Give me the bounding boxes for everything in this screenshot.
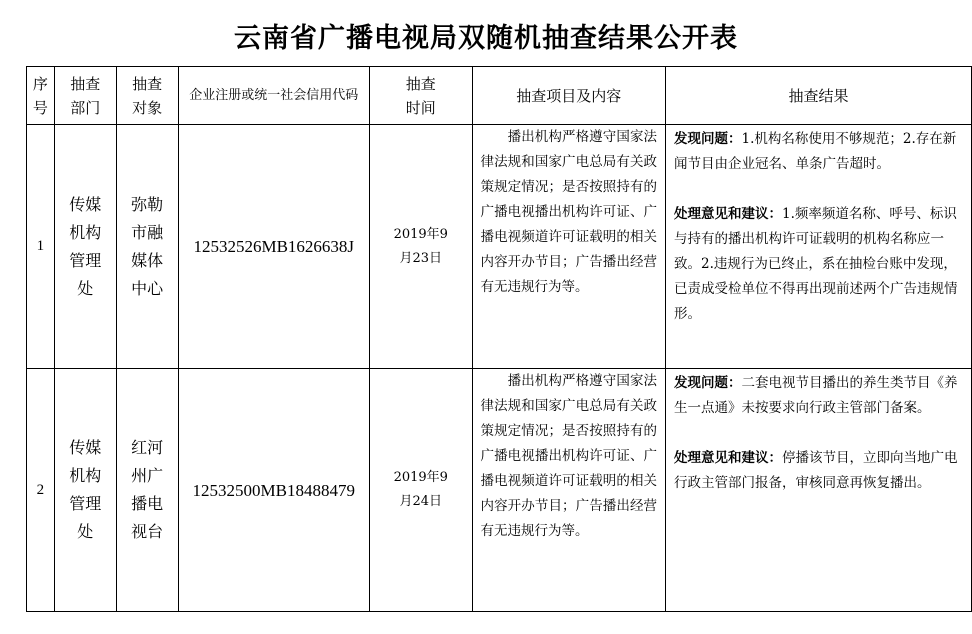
advice-text: 停播该节目，立即向当地广电行政主管部门报备，审核同意再恢复播出。	[674, 450, 958, 491]
header-target: 抽查对象	[116, 67, 178, 125]
cell-content	[472, 369, 666, 612]
problem-block	[674, 127, 965, 177]
problem-label: 发现问题：	[674, 375, 742, 391]
header-content: 抽查项目及内容	[472, 67, 666, 125]
cell-seq: 1	[27, 125, 55, 369]
advice-text: 1.频率频道名称、呼号、标识与持有的播出机构许可证载明的机构名称应一致。2.违规行为已终止，系在抽检台账中发现，已责成受检单位不得再出现前述两个广告违规情形。	[674, 206, 958, 322]
cell-seq: 2	[27, 369, 55, 612]
cell-time: 2019年9月24日	[370, 369, 473, 612]
cell-result	[666, 369, 972, 612]
cell-result	[666, 125, 972, 369]
header-dept: 抽查部门	[54, 67, 116, 125]
table-header-row	[27, 67, 972, 125]
cell-target: 弥勒市融媒体中心	[116, 125, 178, 369]
problem-block	[674, 371, 965, 421]
problem-label: 发现问题：	[674, 131, 742, 147]
cell-content	[472, 125, 666, 369]
cell-time: 2019年9月23日	[370, 125, 473, 369]
header-seq: 序号	[27, 67, 55, 125]
content-text: 播出机构严格遵守国家法律法规和国家广电总局有关政策规定情况；是否按照持有的广播电视播出机构许可证、广播电视频道许可证载明的相关内容开办节目；广告播出经营有无违规行为等。	[480, 373, 658, 539]
header-result: 抽查结果	[666, 67, 972, 125]
cell-target: 红河州广播电视台	[116, 369, 178, 612]
advice-label: 处理意见和建议：	[674, 450, 783, 466]
advice-block	[674, 202, 965, 327]
problem-text: 1.机构名称使用不够规范；2.存在新闻节目由企业冠名、单条广告超时。	[674, 131, 957, 172]
page-title: 云南省广播电视局双随机抽查结果公开表	[234, 23, 738, 54]
cell-dept: 传媒机构管理处	[54, 125, 116, 369]
inspection-table	[26, 66, 972, 612]
header-time: 抽查时间	[370, 67, 473, 125]
content-text: 播出机构严格遵守国家法律法规和国家广电总局有关政策规定情况；是否按照持有的广播电视播出机构许可证、广播电视频道许可证载明的相关内容开办节目；广告播出经营有无违规行为等。	[480, 129, 658, 295]
header-code: 企业注册或统一社会信用代码	[178, 67, 369, 125]
cell-dept: 传媒机构管理处	[54, 369, 116, 612]
advice-block	[674, 446, 965, 496]
table-row	[27, 125, 972, 369]
cell-code: 12532526MB1626638J	[178, 125, 369, 369]
advice-label: 处理意见和建议：	[674, 206, 783, 222]
problem-text: 二套电视节目播出的养生类节目《养生一点通》未按要求向行政主管部门备案。	[674, 375, 958, 416]
table-row	[27, 369, 972, 612]
cell-code: 12532500MB18488479	[178, 369, 369, 612]
